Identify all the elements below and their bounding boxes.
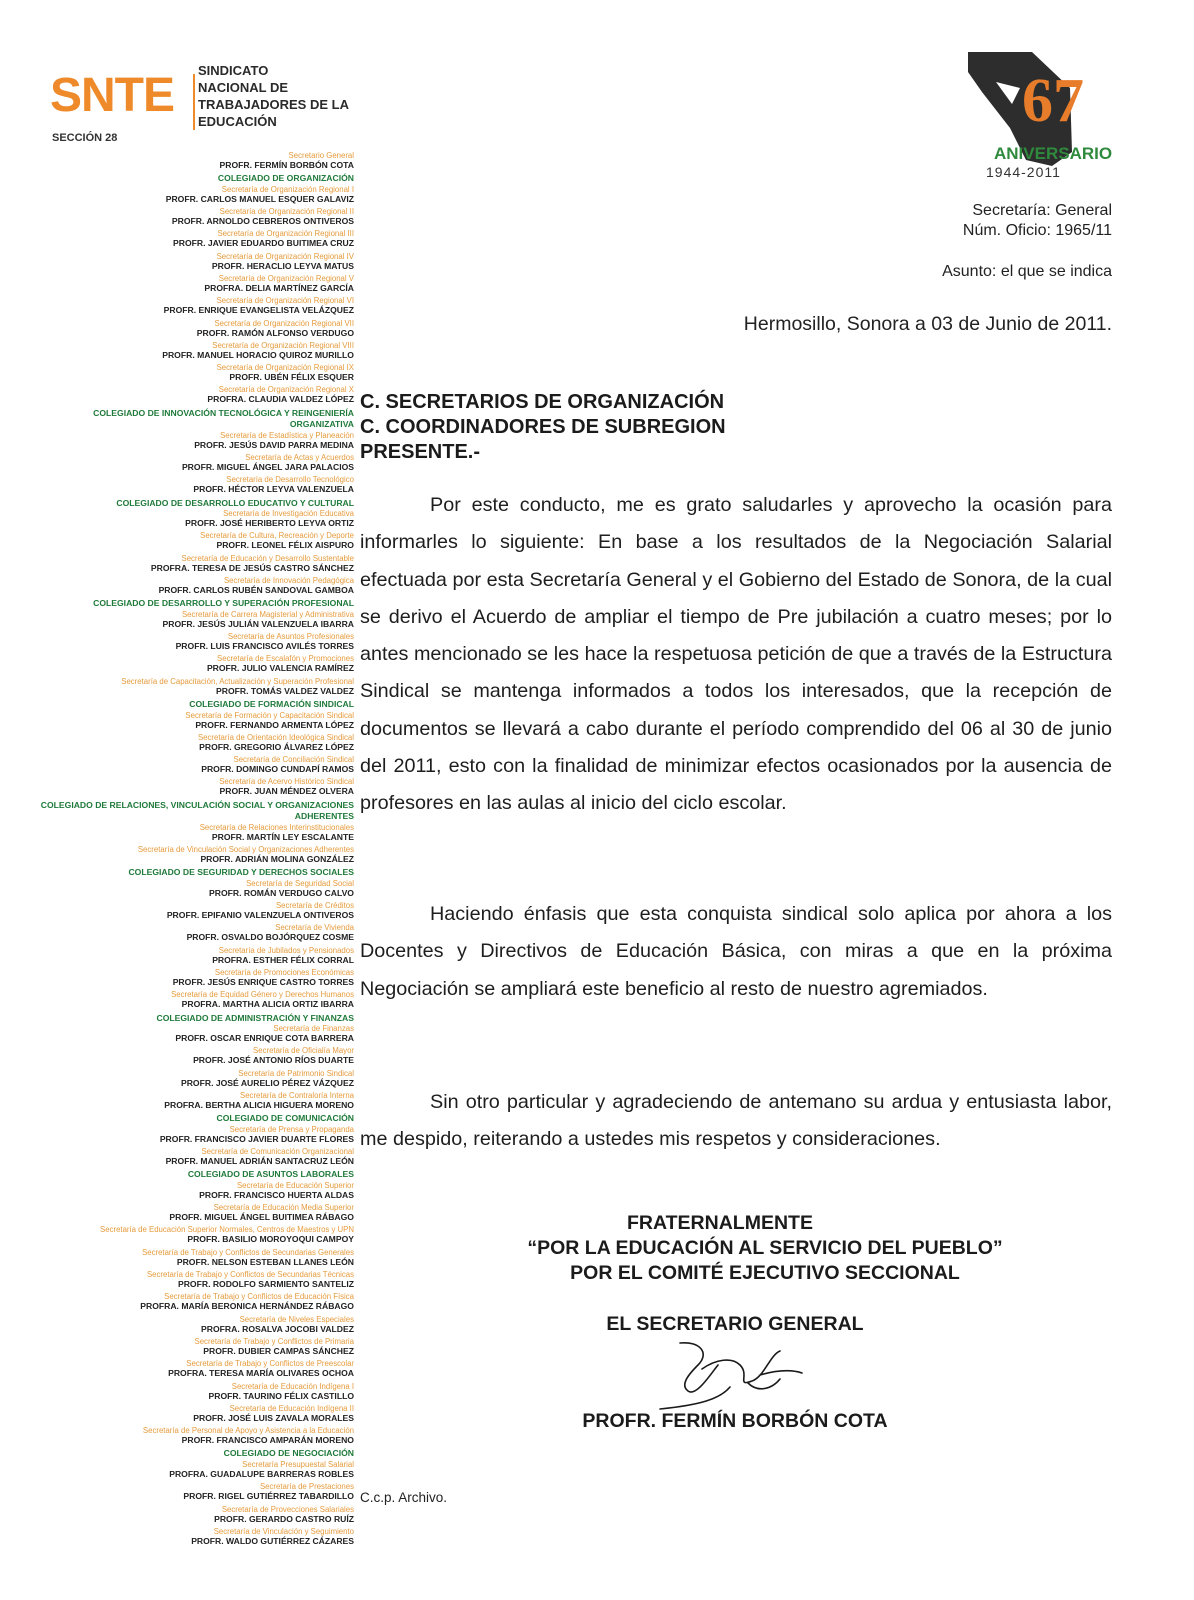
committee-member [28,1024,354,1046]
committee-group-label: COLEGIADO DE DESARROLLO Y SUPERACIÓN PROFESIONAL [93,598,354,609]
committee-member-name: PROFR. FERMÍN BORBÓN COTA [219,160,354,170]
committee-member [28,733,354,755]
committee-member [28,1181,354,1203]
committee-member-name: PROFR. LUIS FRANCISCO AVILÉS TORRES [175,641,354,652]
committee-member [28,1527,354,1549]
snte-org-name [198,62,378,130]
committee-member [28,363,354,385]
committee-member-title: Secretaría de Educación Indígena II [229,1403,354,1413]
addressee-line: PRESENTE.- [360,441,481,463]
committee-member-title: Secretaría de Organización Regional II [219,207,354,217]
committee-member-name: PROFR. ROMÁN VERDUGO CALVO [209,887,354,898]
committee-member-name: PROFR. RODOLFO SARMIENTO SANTELIZ [177,1279,354,1290]
header-asunto: Asunto: el que se indica [942,263,1112,280]
committee-member-title: Secretaría de Organización Regional VI [216,296,354,306]
committee-member-name: PROFR. FRANCISCO HUERTA ALDAS [199,1189,354,1200]
committee-group-label: COLEGIADO DE RELACIONES, VINCULACIÓN SOCIAL Y ORGANIZACIONES ADHERENTES [40,799,354,822]
committee-group-header [28,173,354,185]
committee-member-title: Secretaría de Formación y Capacitación Sindical [185,710,354,720]
committee-member-title: Secretaría de Investigación Educativa [223,509,354,519]
committee-member-name: PROFR. ADRIÁN MOLINA GONZÁLEZ [200,854,354,865]
committee-member-title: Secretaría de Cultura, Recreación y Deporte [200,531,354,541]
committee-list [28,151,354,1549]
committee-member [28,531,354,553]
committee-member-name: PROFRA. ROSALVA JOCOBI VALDEZ [201,1323,354,1334]
committee-member-name: PROFR. JOSÉ ANTONIO RÍOS DUARTE [193,1055,354,1066]
snte-logo-bracket [185,74,195,130]
committee-member-name: PROFR. UBÉN FÉLIX ESQUER [229,372,354,383]
closing-committee: POR EL COMITÉ EJECUTIVO SECCIONAL [570,1262,960,1284]
committee-member [28,1270,354,1292]
body-paragraph [360,1084,1112,1159]
committee-member [28,654,354,676]
committee-member [28,845,354,867]
committee-member-name: PROFR. DUBIER CAMPAS SÁNCHEZ [203,1345,354,1356]
committee-member-title: Secretaría de Estadística y Planeación [220,430,354,440]
committee-member [28,554,354,576]
committee-member-name: PROFR. LEONEL FÉLIX AISPURO [216,540,354,551]
committee-member [28,923,354,945]
committee-member-name: PROFR. ENRIQUE EVANGELISTA VELÁZQUEZ [163,305,354,316]
committee-member-name: PROFR. NELSON ESTEBAN LLANES LEÓN [176,1256,354,1267]
committee-group-header [28,1113,354,1125]
committee-member [28,1292,354,1314]
committee-member [28,151,354,173]
committee-member-title: Secretaría de Conciliación Sindical [233,755,354,765]
closing-signer-name: PROFR. FERMÍN BORBÓN COTA [582,1410,888,1432]
committee-member-title: Secretaría de Asuntos Profesionales [227,632,354,642]
committee-member [28,1482,354,1504]
anniversary-years: 1944-2011 [986,164,1061,180]
committee-member-name: PROFR. HERACLIO LEYVA MATUS [211,260,354,271]
committee-member-title: Secretaría de Organización Regional VIII [212,340,354,350]
committee-member [28,185,354,207]
committee-member [28,1337,354,1359]
committee-member-title: Secretario General [288,151,354,160]
committee-member-title: Secretaría de Educación Media Superior [213,1203,354,1213]
committee-group-label: COLEGIADO DE DESARROLLO EDUCATIVO Y CULTURAL [116,497,354,508]
committee-member-title: Secretaría de Capacitación, Actualización y Superación Profesional [121,676,354,686]
committee-member-name: PROFR. CARLOS MANUEL ESQUER GALAVIZ [165,193,354,204]
committee-member-name: PROFR. RIGEL GUTIÉRREZ TABARDILLO [183,1491,354,1502]
committee-member [28,968,354,990]
committee-group-header [28,408,354,431]
committee-group-label: COLEGIADO DE NEGOCIACIÓN [223,1448,354,1459]
committee-member-title: Secretaría Presupuestal Salarial [242,1459,354,1469]
snte-org-name-line: SINDICATO [198,63,269,78]
committee-member [28,1404,354,1426]
committee-member [28,509,354,531]
committee-member-title: Secretaría de Actas y Acuerdos [245,453,354,463]
committee-member-title: Secretaría de Acervo Histórico Sindical [219,777,354,787]
committee-member-name: PROFRA. DELIA MARTÍNEZ GARCÍA [204,282,354,293]
committee-member-title: Secretaría de Finanzas [273,1024,354,1034]
committee-member-title: Secretaría de Trabajo y Conflictos de Educación Física [164,1292,354,1302]
snte-logo [50,62,370,152]
committee-member-name: PROFR. JULIO VALENCIA RAMÍREZ [206,663,354,674]
committee-member-title: Secretaría de Prensa y Propaganda [229,1124,354,1134]
committee-member [28,1248,354,1270]
committee-member [28,823,354,845]
committee-member-title: Secretaría de Trabajo y Conflictos de Preescolar [186,1359,354,1369]
committee-member-title: Secretaría de Trabajo y Conflictos de Secundarias Generales [142,1247,354,1257]
addressee-line: C. SECRETARIOS DE ORGANIZACIÓN [360,391,725,413]
committee-member [28,385,354,407]
committee-member [28,1426,354,1448]
committee-member [28,632,354,654]
body-paragraph [360,487,1112,823]
header-secretaria: Secretaría: General [972,202,1112,219]
committee-member-title: Secretaría de Promociones Económicas [214,968,354,977]
committee-group-label: COLEGIADO DE ORGANIZACIÓN [217,173,354,184]
committee-member-title: Secretaría de Vinculación y Seguimiento [213,1526,354,1536]
committee-member-title: Secretaría de Comunicación Organizacional [201,1147,354,1157]
committee-member-name: PROFRA. MARTHA ALICIA ORTIZ IBARRA [181,999,354,1010]
anniversary-logo [960,48,1120,188]
committee-member-title: Secretaría de Contraloría Interna [240,1090,354,1100]
committee-member [28,319,354,341]
committee-member-title: Secretaría de Personal de Apoyo y Asistencia a la Educación [142,1426,354,1436]
committee-group-header [28,498,354,510]
committee-member-title: Secretaría de Vivienda [275,923,354,933]
ccp-note: C.c.p. Archivo. [360,1490,448,1505]
committee-member-name: PROFRA. TERESA DE JESÚS CASTRO SÁNCHEZ [150,562,354,573]
committee-member-title: Secretaría de Organización Regional VII [214,318,354,328]
committee-member-name: PROFR. HÉCTOR LEYVA VALENZUELA [193,484,354,495]
committee-group-header [28,800,354,823]
committee-member-name: PROFRA. GUADALUPE BARRERAS ROBLES [169,1468,354,1479]
addressees [360,390,726,465]
committee-member-title: Secretaría de Relaciones Interinstitucionales [199,822,354,832]
snte-logo-word: SNTE [50,69,175,122]
committee-member-title: Secretaría de Vinculación Social y Organizaciones Adherentes [137,845,354,855]
committee-member-title: Secretaría de Educación Indígena I [231,1381,354,1391]
committee-member-name: PROFR. JESÚS JULIÁN VALENZUELA IBARRA [162,618,354,629]
committee-member [28,990,354,1012]
committee-member [28,229,354,251]
body-paragraph-text: Sin otro particular y agradeciendo de antemano su ardua y entusiasta labor, me despido, reiterando a ustedes mis respetos y consideraciones. [360,1091,1112,1151]
committee-member [28,755,354,777]
committee-group-header [28,1013,354,1025]
closing-role: EL SECRETARIO GENERAL [606,1313,864,1335]
committee-group-label: COLEGIADO DE ASUNTOS LABORALES [187,1169,354,1180]
committee-member [28,1315,354,1337]
committee-member-title: Secretaría de Organización Regional V [218,273,354,283]
committee-member-name: PROFR. EPIFANIO VALENZUELA ONTIVEROS [166,910,354,921]
anniversary-word: ANIVERSARIO [994,144,1113,163]
committee-member-name: PROFR. WALDO GUTIÉRREZ CÁZARES [191,1535,354,1546]
committee-member [28,296,354,318]
committee-member-title: Secretaría de Organización Regional X [218,385,354,395]
committee-member-name: PROFR. MIGUEL ÁNGEL JARA PALACIOS [181,462,354,473]
header-date-line: Hermosillo, Sonora a 03 de Junio de 2011. [743,313,1112,335]
committee-member-name: PROFRA. ESTHER FÉLIX CORRAL [212,954,354,965]
committee-member-title: Secretaría de Equidad Género y Derechos Humanos [171,990,354,1000]
body-paragraph-text: Por este conducto, me es grato saludarles y aprovecho la ocasión para informarles lo siguiente: En base a los resultados de la Negociación Salarial efectuada por esta Secretaría General y el Gobierno del Estado de Sonora, de la cual se derivo el Acuerdo de ampliar el tiempo de Pre jubilación a cuatro meses; por lo antes mencionado se les hace la respetuosa petición de que a través de la Estructura Sindical se mantenga informados a todos los interesados, que la recepción de documentos se llevará a cabo durante el período comprendido del 06 al 30 de junio del 2011, esto con la finalidad de minimizar efectos ocasionados por la ausencia de profesores en las aulas al inicio del ciclo escolar. [360,494,1112,815]
anniversary-number: 67 [1022,67,1084,135]
committee-group-label: COLEGIADO DE COMUNICACIÓN [216,1113,354,1124]
committee-member-title: Secretaría de Organización Regional I [221,184,354,194]
committee-member [28,453,354,475]
committee-member-name: PROFR. FRANCISCO AMPARÁN MORENO [181,1435,354,1446]
committee-member-title: Secretaría de Jubilados y Pensionados [218,945,354,955]
committee-member [28,1382,354,1404]
committee-member [28,1505,354,1527]
committee-member-name: PROFR. RAMÓN ALFONSO VERDUGO [196,327,354,338]
handwritten-signature [640,1335,840,1415]
committee-member-name: PROFRA. MARÍA BERONICA HERNÁNDEZ RÁBAGO [140,1301,354,1312]
committee-member [28,431,354,453]
committee-member [28,1147,354,1169]
committee-member-name: PROFRA. CLAUDIA VALDEZ LÓPEZ [207,394,354,405]
committee-member-name: PROFRA. TERESA MARÍA OLIVARES OCHOA [168,1368,354,1379]
snte-org-name-line: TRABAJADORES DE LA [198,97,349,112]
committee-member-title: Secretaría de Innovación Pedagógica [223,576,354,586]
committee-member [28,1203,354,1225]
committee-member-name: PROFR. DOMINGO CUNDAPÍ RAMOS [201,764,354,775]
committee-group-label: COLEGIADO DE SEGURIDAD Y DERECHOS SOCIALES [128,867,354,878]
committee-member [28,1125,354,1147]
committee-member-name: PROFR. BASILIO MOROYOQUI CAMPOY [187,1234,354,1245]
committee-member-name: PROFR. MANUEL HORACIO QUIROZ MURILLO [162,349,354,360]
committee-member-name: PROFR. JOSÉ LUIS ZAVALA MORALES [193,1412,354,1423]
committee-member [28,274,354,296]
closing-motto: “POR LA EDUCACIÓN AL SERVICIO DEL PUEBLO” [527,1237,1003,1259]
committee-member [28,1225,354,1247]
committee-member-title: Secretaría de Provecciones Salariales [221,1504,354,1514]
committee-member-name: PROFR. FERNANDO ARMENTA LÓPEZ [195,719,354,730]
committee-member [28,1046,354,1068]
committee-member [28,252,354,274]
committee-member-title: Secretaría de Seguridad Social [246,878,354,888]
committee-member-name: PROFR. GREGORIO ÁLVAREZ LÓPEZ [199,741,354,752]
committee-group-header [28,598,354,610]
committee-member-name: PROFR. FRANCISCO JAVIER DUARTE FLORES [159,1133,354,1144]
committee-member [28,946,354,968]
committee-group-label: COLEGIADO DE ADMINISTRACIÓN Y FINANZAS [156,1012,354,1023]
header-num-oficio: Núm. Oficio: 1965/11 [962,222,1112,239]
body-paragraph-text: Haciendo énfasis que esta conquista sindical solo aplica por ahora a los Docentes y Directivos de Educación Básica, con miras a que en la próxima Negociación se ampliará este beneficio al resto de nuestro agremiados. [360,903,1112,1000]
committee-member-name: PROFRA. BERTHA ALICIA HIGUERA MORENO [164,1099,354,1110]
committee-member-name: PROFR. OSCAR ENRIQUE COTA BARRERA [175,1033,354,1044]
snte-section-label: SECCIÓN 28 [52,132,118,144]
committee-group-header [28,867,354,879]
committee-member [28,576,354,598]
committee-group-label: COLEGIADO DE INNOVACIÓN TECNOLÓGICA Y REINGENIERÍA ORGANIZATIVA [93,407,354,430]
committee-member-title: Secretaría de Oficialía Mayor [253,1046,354,1056]
committee-member [28,475,354,497]
committee-member-title: Secretaría de Prestaciones [259,1482,354,1492]
committee-member [28,610,354,632]
committee-member-name: PROFR. OSVALDO BOJÓRQUEZ COSME [186,932,354,943]
committee-member-name: PROFR. GERARDO CASTRO RUÍZ [214,1513,354,1524]
committee-member-title: Secretaría de Organización Regional IX [216,363,354,373]
committee-member [28,341,354,363]
committee-member [28,1069,354,1091]
body-paragraph [360,896,1112,1008]
committee-group-header [28,1169,354,1181]
committee-member-title: Secretaría de Créditos [275,901,354,911]
committee-member [28,1091,354,1113]
committee-member-title: Secretaría de Educación Superior Normales, Centros de Maestros y UPN [100,1225,354,1235]
committee-member-name: PROFR. JOSÉ HERIBERTO LEYVA ORTIZ [185,518,354,529]
committee-member-name: PROFR. JESÚS DAVID PARRA MEDINA [194,439,354,450]
committee-member-title: Secretaría de Trabajo y Conflictos de Secundarias Técnicas [146,1270,354,1280]
committee-member [28,1359,354,1381]
committee-member-name: PROFR. ARNOLDO CEBREROS ONTIVEROS [171,216,354,227]
addressee-line: C. COORDINADORES DE SUBREGION [360,416,726,438]
committee-member-title: Secretaría de Organización Regional IV [216,251,354,261]
committee-member [28,777,354,799]
committee-member-title: Secretaría de Carrera Magisterial y Administrativa [181,609,354,619]
committee-member-name: PROFR. JOSÉ AURELIO PÉREZ VÁZQUEZ [180,1077,354,1088]
committee-member-title: Secretaría de Niveles Especiales [239,1314,354,1324]
committee-member-title: Secretaría de Organización Regional III [217,229,354,239]
closing-salutation: FRATERNALMENTE [627,1212,813,1234]
committee-member-title: Secretaría de Trabajo y Conflictos de Primaria [194,1336,354,1346]
committee-member-name: PROFR. JUAN MÉNDEZ OLVERA [219,786,354,797]
committee-member-title: Secretaría de Escalafón y Promociones [217,654,354,664]
committee-member-name: PROFR. TAURINO FÉLIX CASTILLO [208,1390,354,1401]
committee-member [28,1460,354,1482]
committee-member [28,901,354,923]
committee-member-title: Secretaría de Educación Superior [236,1180,354,1190]
committee-member-name: PROFR. CARLOS RUBÉN SANDOVAL GAMBOA [158,585,354,596]
committee-member [28,879,354,901]
committee-group-header [28,699,354,711]
committee-member-title: Secretaría de Desarrollo Tecnológico [226,475,354,485]
snte-org-name-line: EDUCACIÓN [198,114,277,129]
committee-member-title: Secretaría de Patrimonio Sindical [238,1068,354,1078]
committee-member [28,677,354,699]
committee-group-header [28,1448,354,1460]
committee-member-name: PROFR. MANUEL ADRIÁN SANTACRUZ LEÓN [165,1156,354,1167]
committee-member-title: Secretaría de Orientación Ideológica Sindical [197,732,354,742]
committee-member-name: PROFR. MARTÍN LEY ESCALANTE [211,831,354,842]
committee-member-name: PROFR. TOMÁS VALDEZ VALDEZ [216,685,354,696]
committee-member-name: PROFR. JESÚS ENRIQUE CASTRO TORRES [172,977,354,987]
committee-member-title: Secretaría de Educación y Desarrollo Sustentable [181,553,354,563]
committee-group-label: COLEGIADO DE FORMACIÓN SINDICAL [189,699,354,710]
committee-member [28,711,354,733]
committee-member-name: PROFR. MIGUEL ÁNGEL BUITIMEA RÁBAGO [169,1212,354,1223]
committee-member-name: PROFR. JAVIER EDUARDO BUITIMEA CRUZ [173,238,354,249]
snte-org-name-line: NACIONAL DE [198,80,289,95]
committee-member [28,207,354,229]
